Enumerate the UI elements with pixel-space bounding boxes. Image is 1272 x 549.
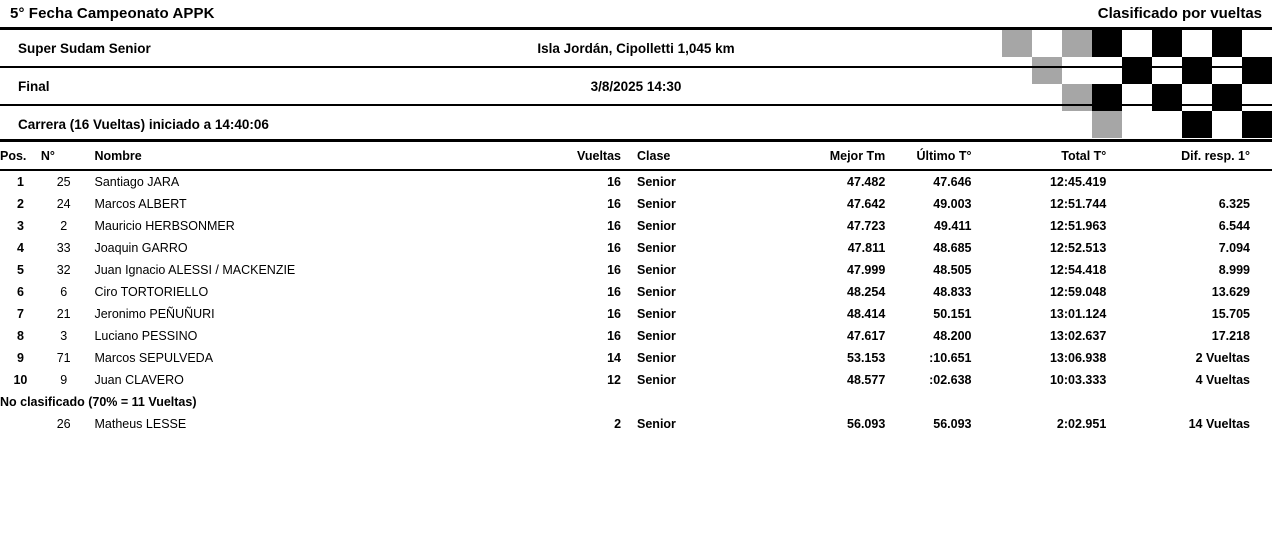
- table-row: [0, 259, 1272, 281]
- cell-diff: 6.544: [1218, 219, 1250, 233]
- cell-laps: 16: [607, 285, 622, 299]
- header-divider-2: [0, 104, 1272, 106]
- cell-name: Ciro TORTORIELLO: [94, 285, 209, 299]
- cell-last-time: 50.151: [933, 307, 972, 321]
- results-table-container: [0, 142, 1272, 435]
- cell-class: Senior: [637, 373, 676, 387]
- table-row: [0, 347, 1272, 369]
- cell-diff: 14 Vueltas: [1188, 417, 1250, 431]
- cell-pos: 7: [16, 307, 24, 321]
- cell-last-time: 48.685: [933, 241, 972, 255]
- table-row: [0, 369, 1272, 391]
- cell-last-time: 48.200: [933, 329, 972, 343]
- cell-number: 9: [60, 373, 68, 387]
- cell-laps: 12: [607, 373, 622, 387]
- cell-pos: 6: [16, 285, 24, 299]
- cell-diff: 13.629: [1211, 285, 1250, 299]
- cell-class: Senior: [637, 417, 676, 431]
- cell-laps: 14: [607, 351, 622, 365]
- column-header-laps: Vueltas: [545, 142, 629, 170]
- column-header-class: Clase: [629, 142, 751, 170]
- cell-best-time: 47.617: [847, 329, 886, 343]
- cell-diff: 7.094: [1218, 241, 1250, 255]
- cell-best-time: 56.093: [847, 417, 886, 431]
- table-row: [0, 215, 1272, 237]
- section-note-row: [0, 391, 1272, 413]
- cell-laps: 16: [607, 307, 622, 321]
- header-row-session: [0, 68, 1272, 104]
- cell-pos: 9: [16, 351, 24, 365]
- cell-name: Matheus LESSE: [94, 417, 187, 431]
- cell-class: Senior: [637, 263, 676, 277]
- cell-class: Senior: [637, 175, 676, 189]
- column-header-total-time: Total T°: [982, 142, 1125, 170]
- results-table: [0, 142, 1272, 435]
- cell-last-time: 56.093: [933, 417, 972, 431]
- cell-best-time: 47.811: [847, 241, 886, 255]
- session-header: [0, 30, 1272, 138]
- cell-diff: 6.325: [1218, 197, 1250, 211]
- cell-number: 2: [60, 219, 68, 233]
- cell-class: Senior: [637, 285, 676, 299]
- cell-last-time: 47.646: [933, 175, 972, 189]
- cell-total-time: 12:54.418: [1049, 263, 1107, 277]
- cell-class: Senior: [637, 197, 676, 211]
- cell-class: Senior: [637, 307, 676, 321]
- cell-pos: 8: [16, 329, 24, 343]
- cell-best-time: 47.999: [847, 263, 886, 277]
- column-header-name: Nombre: [86, 142, 545, 170]
- cell-total-time: 13:06.938: [1049, 351, 1107, 365]
- cell-total-time: 10:03.333: [1049, 373, 1107, 387]
- cell-best-time: 48.577: [847, 373, 886, 387]
- cell-pos: 5: [16, 263, 24, 277]
- cell-number: 33: [56, 241, 71, 255]
- cell-laps: 16: [607, 241, 622, 255]
- cell-total-time: 12:59.048: [1049, 285, 1107, 299]
- cell-total-time: 12:51.963: [1049, 219, 1107, 233]
- cell-pos: 4: [16, 241, 24, 255]
- cell-pos: 1: [16, 175, 24, 189]
- cell-diff: 4 Vueltas: [1195, 373, 1250, 387]
- cell-name: Luciano PESSINO: [94, 329, 198, 343]
- cell-best-time: 48.254: [847, 285, 886, 299]
- cell-laps: 16: [607, 197, 622, 211]
- cell-name: Marcos SEPULVEDA: [94, 351, 214, 365]
- cell-total-time: 12:52.513: [1049, 241, 1107, 255]
- cell-name: Juan Ignacio ALESSI / MACKENZIE: [94, 263, 296, 277]
- cell-total-time: 2:02.951: [1056, 417, 1107, 431]
- column-header-last-time: Último T°: [893, 142, 981, 170]
- cell-total-time: 13:01.124: [1049, 307, 1107, 321]
- cell-number: 21: [56, 307, 71, 321]
- cell-pos: 2: [16, 197, 24, 211]
- cell-name: Jeronimo PEÑUÑURI: [94, 307, 215, 321]
- table-row: [0, 325, 1272, 347]
- cell-class: Senior: [637, 219, 676, 233]
- table-header-row: [0, 142, 1272, 170]
- cell-last-time: 49.003: [933, 197, 972, 211]
- table-row: [0, 303, 1272, 325]
- cell-laps: 16: [607, 263, 622, 277]
- category-label: Super Sudam Senior: [18, 40, 151, 56]
- cell-laps: 16: [607, 219, 622, 233]
- cell-best-time: 47.482: [847, 175, 886, 189]
- cell-laps: 2: [614, 417, 622, 431]
- page-subtitle: Clasificado por vueltas: [1097, 5, 1262, 22]
- cell-name: Santiago JARA: [94, 175, 180, 189]
- column-header-number: N°: [41, 142, 87, 170]
- results-table-body: [0, 170, 1272, 435]
- cell-number: 32: [56, 263, 71, 277]
- session-label: Final: [18, 78, 50, 94]
- cell-diff: 15.705: [1211, 307, 1250, 321]
- cell-total-time: 12:51.744: [1049, 197, 1107, 211]
- cell-class: Senior: [637, 351, 676, 365]
- cell-best-time: 53.153: [847, 351, 886, 365]
- cell-total-time: 13:02.637: [1049, 329, 1107, 343]
- header-row-category: [0, 30, 1272, 66]
- header-divider-1: [0, 66, 1272, 68]
- cell-number: 3: [60, 329, 68, 343]
- cell-diff: [1124, 170, 1272, 193]
- race-info-label: Carrera (16 Vueltas) iniciado a 14:40:06: [18, 116, 269, 132]
- cell-name: Mauricio HERBSONMER: [94, 219, 235, 233]
- unclassified-note: No clasificado (70% = 11 Vueltas): [0, 395, 197, 409]
- datetime-label: 3/8/2025 14:30: [0, 79, 1272, 94]
- column-header-diff: Dif. resp. 1°: [1124, 142, 1272, 170]
- table-row: [0, 170, 1272, 193]
- cell-best-time: 47.642: [847, 197, 886, 211]
- cell-best-time: 48.414: [847, 307, 886, 321]
- document-header: [0, 0, 1272, 26]
- cell-last-time: :02.638: [929, 373, 972, 387]
- cell-number: 26: [56, 417, 71, 431]
- column-header-best-time: Mejor Tm: [751, 142, 893, 170]
- cell-name: Juan CLAVERO: [94, 373, 184, 387]
- cell-last-time: 48.505: [933, 263, 972, 277]
- cell-class: Senior: [637, 329, 676, 343]
- page-title: 5° Fecha Campeonato APPK: [10, 5, 215, 22]
- table-row: [0, 413, 1272, 435]
- cell-name: Joaquin GARRO: [94, 241, 188, 255]
- cell-last-time: 48.833: [933, 285, 972, 299]
- cell-total-time: 12:45.419: [1049, 175, 1107, 189]
- cell-diff: 8.999: [1218, 263, 1250, 277]
- cell-last-time: 49.411: [933, 219, 972, 233]
- table-row: [0, 193, 1272, 215]
- column-header-pos: Pos.: [0, 142, 41, 170]
- header-row-race: [0, 106, 1272, 142]
- venue-label: Isla Jordán, Cipolletti 1,045 km: [0, 41, 1272, 56]
- cell-number: 71: [56, 351, 71, 365]
- cell-number: 6: [60, 285, 68, 299]
- cell-pos: [0, 413, 41, 435]
- cell-laps: 16: [607, 175, 622, 189]
- cell-pos: 10: [13, 373, 28, 387]
- cell-laps: 16: [607, 329, 622, 343]
- cell-class: Senior: [637, 241, 676, 255]
- cell-last-time: :10.651: [929, 351, 972, 365]
- cell-best-time: 47.723: [847, 219, 886, 233]
- cell-diff: 17.218: [1211, 329, 1250, 343]
- cell-number: 24: [56, 197, 71, 211]
- cell-number: 25: [56, 175, 71, 189]
- table-row: [0, 237, 1272, 259]
- table-row: [0, 281, 1272, 303]
- cell-pos: 3: [16, 219, 24, 233]
- cell-name: Marcos ALBERT: [94, 197, 187, 211]
- cell-diff: 2 Vueltas: [1195, 351, 1250, 365]
